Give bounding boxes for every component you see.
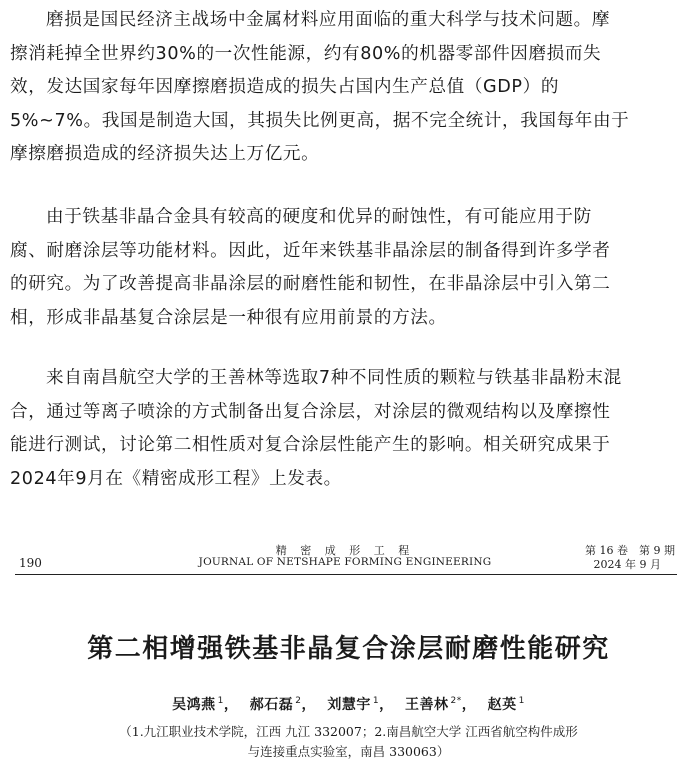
author [405,694,476,714]
author-list [0,694,697,714]
author-affiliation-mark: 1 [518,696,525,707]
author-separator: ， [461,697,477,713]
author-name: 刘慧宇 [327,697,371,713]
author-separator: ， [223,697,239,713]
author-affiliation-mark: 1 [372,696,380,707]
author-affiliation-mark: 1 [217,696,224,707]
volume-issue: 第 16 卷 第 9 期 [585,544,675,557]
author-separator: ， [379,697,394,713]
text-line: 相，形成非晶基复合涂层是一种很有应用前景的方法。 [10,307,447,328]
paragraph-3 [10,362,686,496]
author-separator: ， [301,697,316,713]
affiliations [0,722,697,762]
text-line: 合，通过等离子喷涂的方式制备出复合涂层，对涂层的微观结构以及摩擦性 [10,401,611,422]
article-title: 第二相增强铁基非晶复合涂层耐磨性能研究 [87,634,610,664]
affiliation-line: 与连接重点实验室，南昌 330063） [247,744,450,759]
author [488,694,525,714]
author-affiliation-mark: 2 [295,696,302,707]
issue-date: 2024 年 9 月 [593,558,661,571]
author [250,694,316,714]
text-line: 2024年9月在《精密成形工程》上发表。 [10,468,342,489]
journal-name-en: JOURNAL OF NETSHAPE FORMING ENGINEERING [198,556,492,568]
text-line: 来自南昌航空大学的王善林等选取7种不同性质的颗粒与铁基非晶粉末混 [46,368,622,388]
text-line: 的研究。为了改善提高非晶涂层的耐磨性能和韧性，在非晶涂层中引入第二 [10,274,611,295]
author [327,694,393,714]
journal-header [15,540,675,574]
author-name: 吴鸿燕 [172,697,216,713]
author [172,694,238,714]
text-line: 5%~7%。我国是制造大国，其损失比例更高，据不完全统计，我国每年由于 [10,110,630,131]
author-affiliation-mark: 2* [450,696,462,707]
paragraph-2 [10,201,686,335]
journal-name-cn: 精 密 成 形 工 程 [275,544,415,557]
author-name: 赵英 [487,697,517,713]
text-line: 能进行测试，讨论第二相性质对复合涂层性能产生的影响。相关研究成果于 [10,435,611,456]
affiliation-line: （1.九江职业技术学院，江西 九江 332007；2.南昌航空大学 江西省航空构件成形 [119,724,578,739]
text-line: 腐、耐磨涂层等功能材料。因此，近年来铁基非晶涂层的制备得到许多学者 [10,240,611,261]
author-name: 王善林 [404,697,449,713]
header-rule [15,574,677,575]
paragraph-1 [10,4,686,172]
text-line: 由于铁基非晶合金具有较高的硬度和优异的耐蚀性，有可能应用于防 [46,207,592,227]
text-line: 效，发达国家每年因摩擦磨损造成的损失占国内生产总值（GDP）的 [10,77,560,98]
text-line: 磨损是国民经济主战场中金属材料应用面临的重大科学与技术问题。摩 [46,10,611,30]
text-line: 摩擦磨损造成的经济损失达上万亿元。 [10,144,320,165]
page-number: 190 [19,556,42,570]
author-name: 郝石磊 [249,697,294,713]
text-line: 擦消耗掉全世界约30%的一次性能源，约有80%的机器零部件因磨损而失 [10,43,602,64]
